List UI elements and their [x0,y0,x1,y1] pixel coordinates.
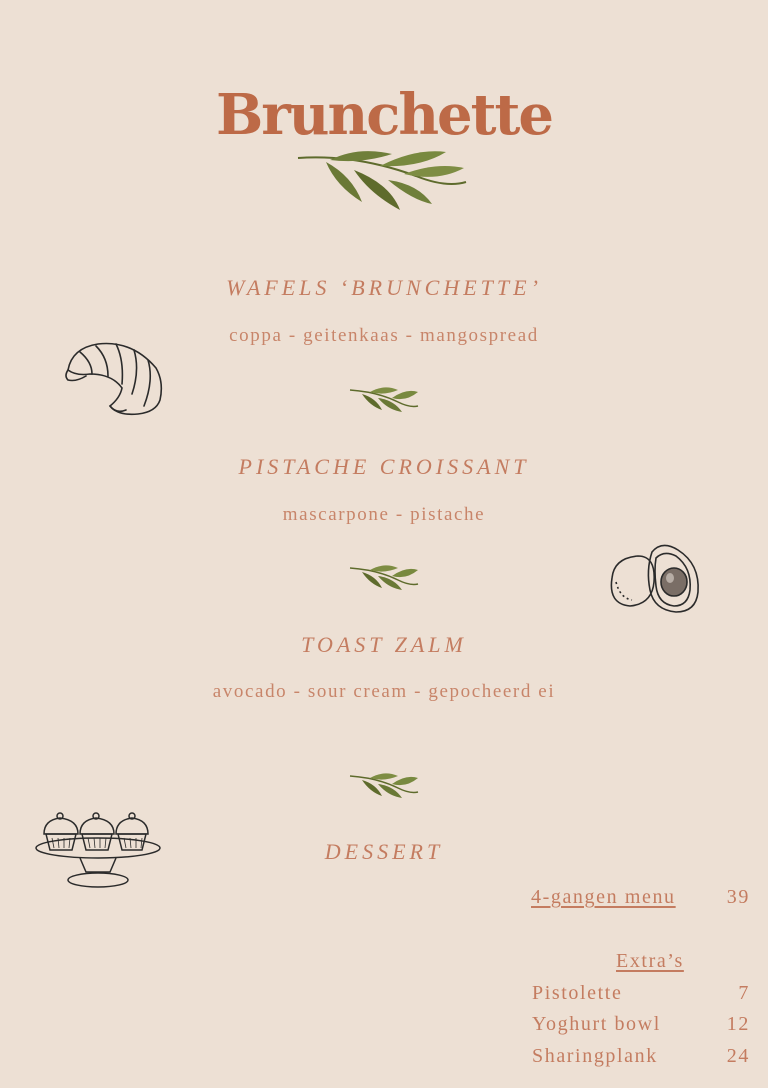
section-title-dessert: DESSERT [324,839,444,864]
section-description-wafels: coppa - geitenkaas - mangospread [229,325,539,346]
olive-branch-icon [296,146,472,214]
extra-item-yoghurt-bowl: Yoghurt bowl [532,1013,661,1035]
olive-sprig-icon [348,386,420,414]
avocado-icon [604,542,702,616]
extra-price-yoghurt-bowl: 12 [726,1013,750,1035]
section-title-pistache: PISTACHE CROISSANT [238,454,530,479]
brand-title: Brunchette [215,82,553,148]
section-title-toast: TOAST ZALM [301,632,467,657]
extra-price-pistolette: 7 [738,982,750,1004]
extra-item-sharingplank: Sharingplank [532,1045,658,1067]
extra-item-pistolette: Pistolette [532,982,623,1004]
section-description-toast: avocado - sour cream - gepocheerd ei [212,681,556,702]
olive-sprig-icon [348,772,420,800]
section-title-wafels: WAFELS ‘BRUNCHETTE’ [226,275,542,300]
menu-price-label: 4-gangen menu [531,886,676,908]
cupcake-stand-icon [34,810,164,892]
olive-sprig-icon [348,564,420,592]
extras-title: Extra’s [616,950,684,972]
extra-price-sharingplank: 24 [726,1045,750,1067]
croissant-icon [62,340,164,418]
section-description-pistache: mascarpone - pistache [282,504,486,525]
menu-price-value: 39 [726,886,750,908]
